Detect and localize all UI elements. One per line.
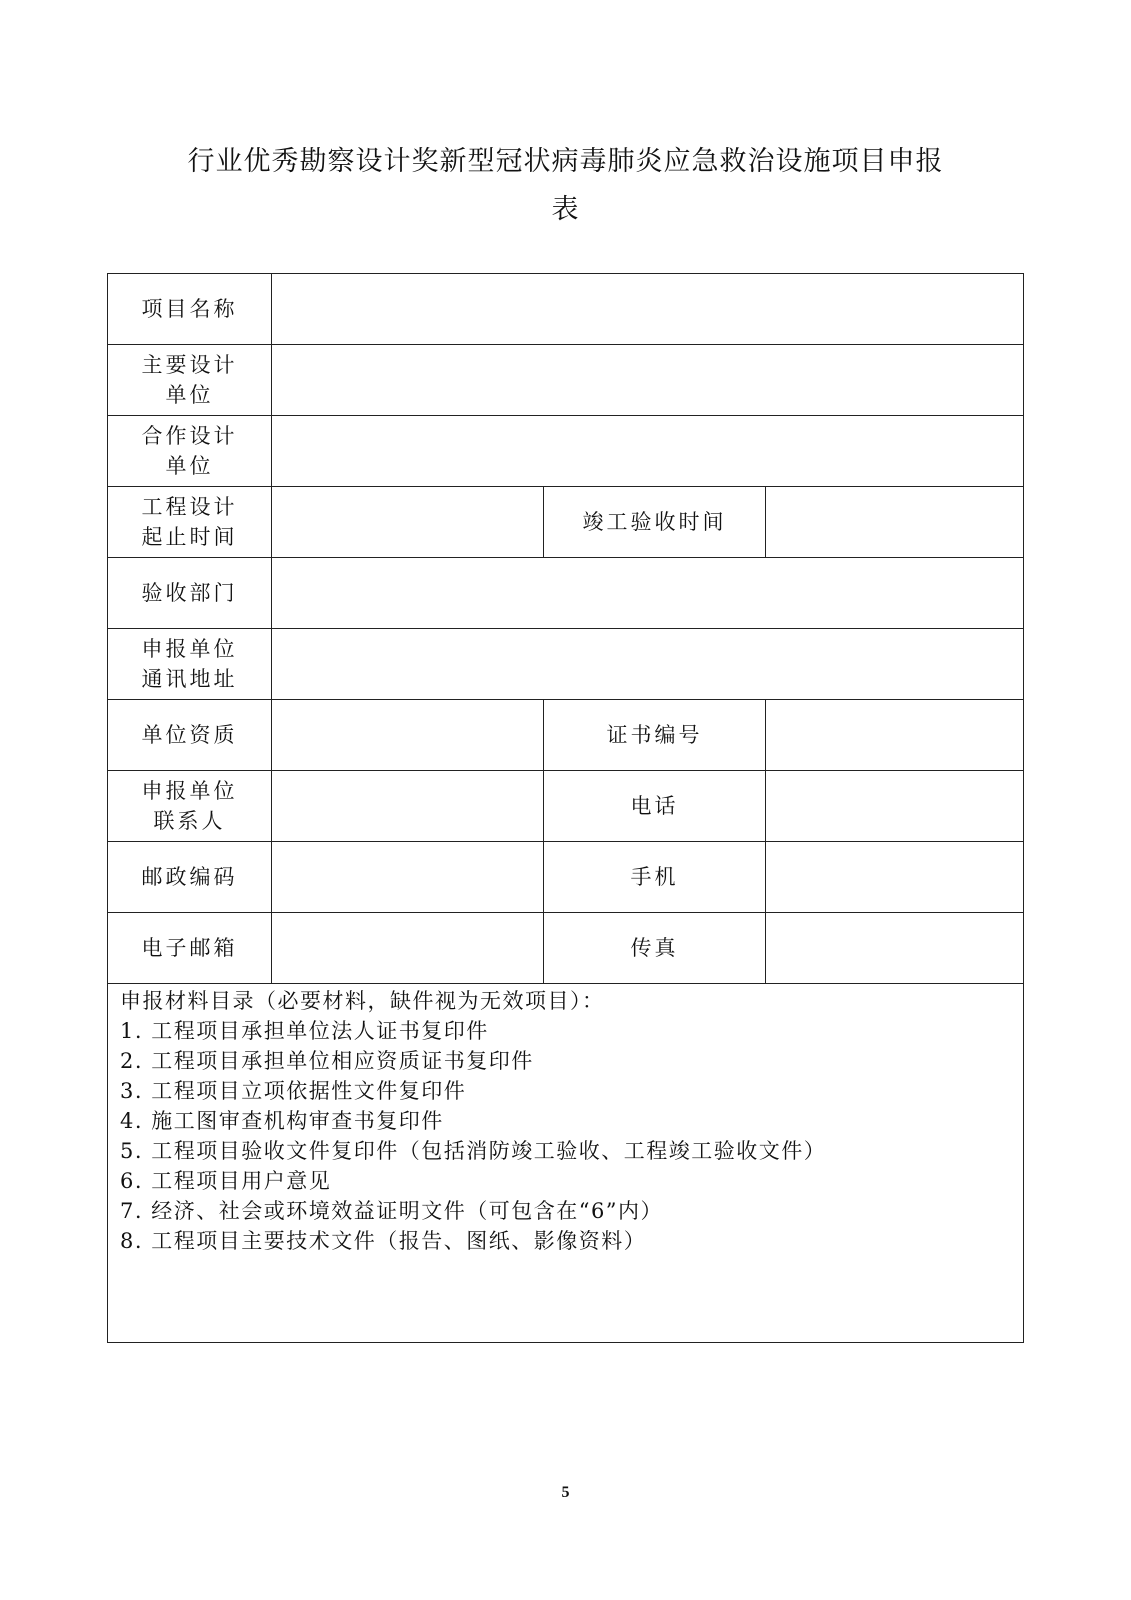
field-cert-no[interactable] xyxy=(766,700,1024,771)
row-coop-design-unit xyxy=(108,416,1024,487)
row-address xyxy=(108,629,1024,700)
label-line: 通讯地址 xyxy=(141,667,238,691)
row-postcode xyxy=(108,842,1024,913)
label-line: 申报单位 xyxy=(141,779,238,803)
form-title-line-1: 行业优秀勘察设计奖新型冠状病毒肺炎应急救治设施项目申报 xyxy=(187,146,944,177)
row-materials xyxy=(108,984,1024,1343)
label-completion-time: 竣工验收时间 xyxy=(544,487,766,558)
field-project-name[interactable] xyxy=(272,274,1024,345)
label-line: 起止时间 xyxy=(141,525,238,549)
row-email xyxy=(108,913,1024,984)
label-qualification: 单位资质 xyxy=(108,700,272,771)
field-fax[interactable] xyxy=(766,913,1024,984)
page-number: 5 xyxy=(561,1484,570,1501)
field-completion-time[interactable] xyxy=(766,487,1024,558)
label-email: 电子邮箱 xyxy=(108,913,272,984)
label-fax: 传真 xyxy=(544,913,766,984)
label-contact xyxy=(108,771,272,842)
field-qualification[interactable] xyxy=(272,700,544,771)
row-design-period xyxy=(108,487,1024,558)
row-project-name xyxy=(108,274,1024,345)
materials-item: 5. 工程项目验收文件复印件（包括消防竣工验收、工程竣工验收文件） xyxy=(120,1139,827,1163)
label-line: 联系人 xyxy=(153,809,226,833)
label-line: 单位 xyxy=(165,383,214,407)
materials-item: 1. 工程项目承担单位法人证书复印件 xyxy=(120,1019,489,1043)
label-line: 主要设计 xyxy=(141,353,238,377)
materials-item: 8. 工程项目主要技术文件（报告、图纸、影像资料） xyxy=(120,1229,647,1253)
label-coop-design-unit xyxy=(108,416,272,487)
label-address xyxy=(108,629,272,700)
label-phone: 电话 xyxy=(544,771,766,842)
label-acceptance-dept: 验收部门 xyxy=(108,558,272,629)
label-cert-no: 证书编号 xyxy=(544,700,766,771)
label-mobile: 手机 xyxy=(544,842,766,913)
row-acceptance-dept xyxy=(108,558,1024,629)
materials-item: 7. 经济、社会或环境效益证明文件（可包含在“6”内） xyxy=(120,1199,664,1223)
label-project-name: 项目名称 xyxy=(108,274,272,345)
form-title-line-2: 表 xyxy=(551,194,580,225)
materials-heading: 申报材料目录（必要材料，缺件视为无效项目）： xyxy=(120,989,605,1013)
field-contact[interactable] xyxy=(272,771,544,842)
materials-item: 2. 工程项目承担单位相应资质证书复印件 xyxy=(120,1049,534,1073)
field-phone[interactable] xyxy=(766,771,1024,842)
row-contact xyxy=(108,771,1024,842)
materials-item: 3. 工程项目立项依据性文件复印件 xyxy=(120,1079,467,1103)
label-line: 工程设计 xyxy=(141,495,238,519)
row-qualification xyxy=(108,700,1024,771)
field-mobile[interactable] xyxy=(766,842,1024,913)
label-line: 申报单位 xyxy=(141,637,238,661)
field-acceptance-dept[interactable] xyxy=(272,558,1024,629)
materials-list xyxy=(108,984,1024,1343)
label-line: 合作设计 xyxy=(141,424,238,448)
row-main-design-unit xyxy=(108,345,1024,416)
field-main-design-unit[interactable] xyxy=(272,345,1024,416)
materials-item: 4. 施工图审查机构审查书复印件 xyxy=(120,1109,444,1133)
field-email[interactable] xyxy=(272,913,544,984)
label-postcode: 邮政编码 xyxy=(108,842,272,913)
field-postcode[interactable] xyxy=(272,842,544,913)
application-form-table xyxy=(107,273,1024,1343)
label-design-period xyxy=(108,487,272,558)
field-coop-design-unit[interactable] xyxy=(272,416,1024,487)
field-design-period[interactable] xyxy=(272,487,544,558)
label-main-design-unit xyxy=(108,345,272,416)
materials-item: 6. 工程项目用户意见 xyxy=(120,1169,332,1193)
field-address[interactable] xyxy=(272,629,1024,700)
label-line: 单位 xyxy=(165,454,214,478)
